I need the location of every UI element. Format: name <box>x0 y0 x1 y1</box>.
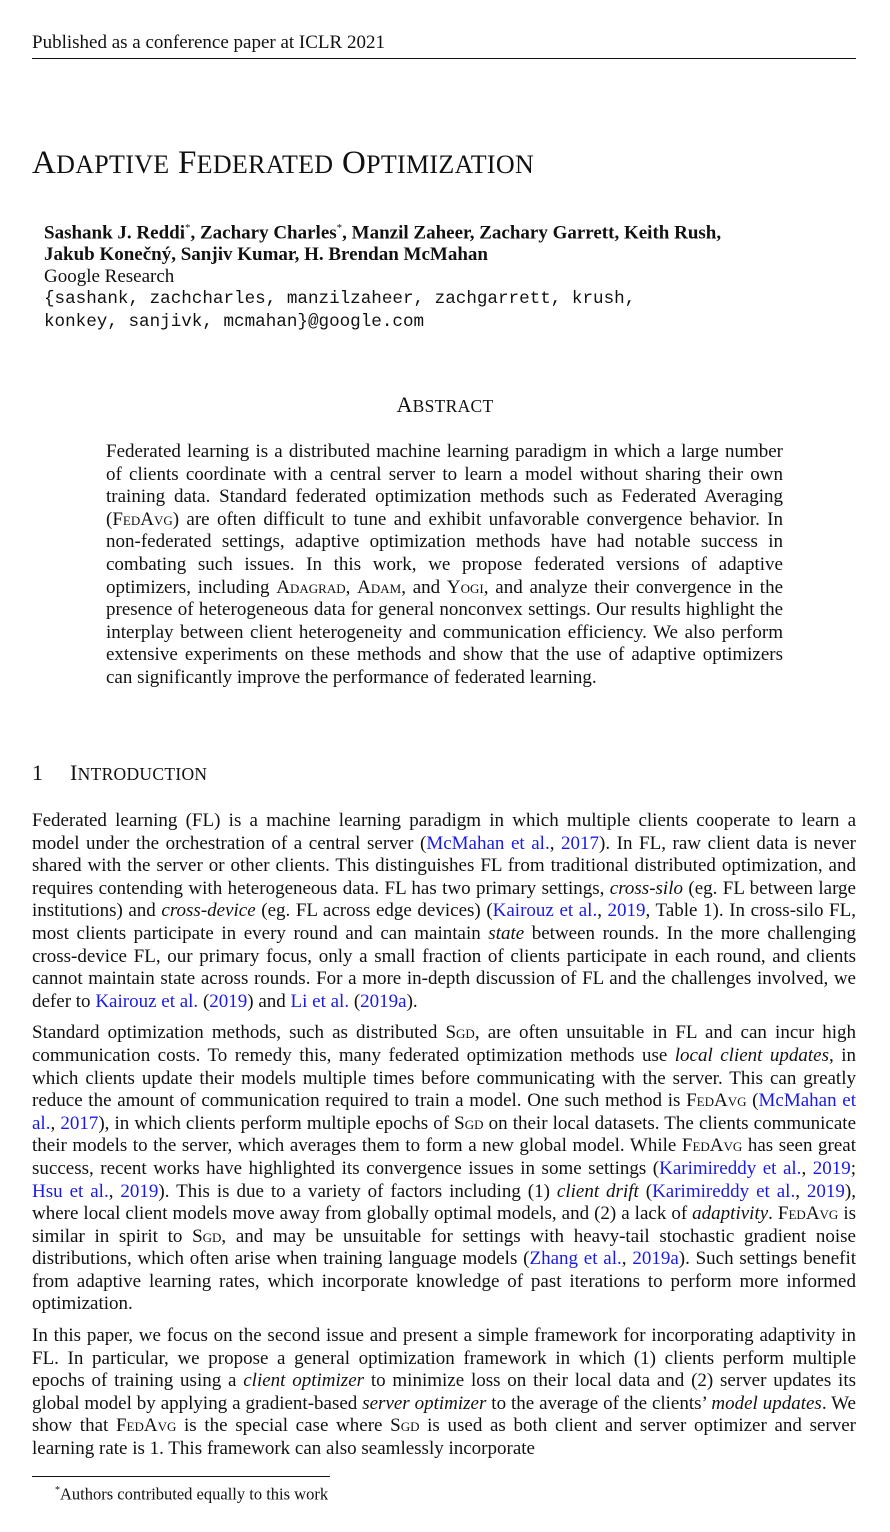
text: , are often unsuitable in FL and can incur high communication costs. To remedy this, many federated optimization methods use <box>32 1022 856 1066</box>
text: is similar in spirit to <box>32 1203 857 1247</box>
citation-year-link[interactable]: 2017 <box>561 832 600 854</box>
text: Standard optimization methods, such as distributed <box>32 1022 446 1044</box>
emphasis: server optimizer <box>362 1392 487 1414</box>
author-names-line-1: Sashank J. Reddi*, Zachary Charles*, Manzil Zaheer, Zachary Garrett, Keith Rush, <box>44 222 722 244</box>
method-name-fedavg: FedAvg <box>115 1415 177 1437</box>
method-name-sgd: Sgd <box>192 1225 222 1247</box>
text: , <box>801 1157 813 1179</box>
title-cap-3: O <box>341 145 367 181</box>
citation-link[interactable]: McMahan et al. <box>426 832 550 854</box>
email-line-2: konkey, sanjivk, mcmahan}@google.com <box>44 312 425 333</box>
abstract-text: , and analyze their convergence in the presence of heterogeneous data for general nonconvex settings. Our results highlight the interplay between client heterogeneity and communication efficiency. We also perform extensive experiments on these methods and show that the use of adaptive optimizers can significantly improve the performance of federated learning. <box>106 576 784 688</box>
author-name: Sashank J. Reddi <box>44 222 185 244</box>
author-name: Zachary Charles <box>199 222 337 244</box>
footnote <box>55 1481 328 1505</box>
footnote-mark: * <box>55 1485 60 1496</box>
affiliation: Google Research <box>44 266 175 288</box>
title-rest-2: EDERATED <box>196 150 334 179</box>
citation-year-link[interactable]: 2019 <box>120 1180 159 1202</box>
equal-contrib-mark: * <box>184 222 191 234</box>
citation-link[interactable]: McMahan et al. <box>32 1090 856 1134</box>
citation-link[interactable]: Kairouz et al. <box>492 900 598 922</box>
text: ). <box>406 990 418 1012</box>
text: ( <box>349 990 361 1012</box>
text: , <box>621 1248 633 1270</box>
method-name-sgd: Sgd <box>390 1415 420 1437</box>
text: is used as both client and server optimizer and server learning rate is 1. This framework can also seamlessly incorporate <box>32 1415 857 1460</box>
author-name: Keith Rush <box>623 222 717 244</box>
emphasis: model updates <box>711 1392 822 1414</box>
text: . We show that <box>32 1392 856 1437</box>
citation-link[interactable]: Karimireddy et al. <box>652 1180 796 1202</box>
text: has seen great success, recent works have highlighted its convergence issues in some settings ( <box>32 1135 856 1179</box>
author-name: H. Brendan McMahan <box>304 244 488 266</box>
author-name: Manzil Zaheer <box>351 222 470 244</box>
emphasis: client optimizer <box>243 1370 365 1392</box>
paragraph <box>32 1325 856 1461</box>
text: , <box>108 1180 121 1202</box>
citation-link[interactable]: Li et al. <box>290 990 350 1012</box>
method-name-yogi: Yogi <box>446 576 484 598</box>
running-header: Published as a conference paper at ICLR 2021 <box>32 31 856 59</box>
text: Federated learning (FL) is a machine learning paradigm in which multiple clients cooperate to learn a model under the orchestration of a central server ( <box>32 810 856 854</box>
method-name-adam: Adam <box>357 576 402 598</box>
abstract-heading-cap: A <box>396 392 413 417</box>
introduction-body <box>32 810 856 1470</box>
text: on their local datasets. The clients communicate their models to the server, which averages them to form a new global model. While <box>32 1112 857 1157</box>
text: ). Such settings benefit from adaptive learning rates, which incorporate knowledge of past iterations to perform more informed optimization. <box>32 1248 857 1315</box>
emphasis: adaptivity <box>692 1203 769 1225</box>
text: , in which clients update their models multiple times before communicating with the server. This can greatly reduce the amount of communication required to train a model. One such method is <box>32 1044 856 1112</box>
text: ) and <box>247 990 291 1012</box>
author-name: Jakub Konečný <box>44 244 172 266</box>
citation-link[interactable]: Karimireddy et al. <box>659 1157 802 1179</box>
text: ). In FL, raw client data is never shared with the server or other clients. This distinguishes FL from traditional distributed optimization, and requires contending with heterogeneous data. FL has two primary settings, <box>32 832 856 899</box>
text: , <box>597 900 608 922</box>
title-rest-3: PTIMIZATION <box>366 150 535 179</box>
abstract-text: , <box>345 576 358 598</box>
emphasis: cross-device <box>161 900 256 922</box>
paragraph <box>32 810 856 1013</box>
abstract-text: ) are often difficult to tune and exhibit unfavorable convergence behavior. In non-federated settings, adaptive optimization methods have had notable success in combating such issues. In this work, we propose federated versions of adaptive optimizers, including <box>106 508 783 598</box>
emphasis: client drift <box>556 1180 639 1202</box>
abstract-text: Federated learning is a distributed machine learning paradigm in which a large number of clients coordinate with a central server to learn a model without sharing their own training data. Standard federated optimization methods such as Federated Averaging ( <box>106 441 783 530</box>
section-heading-rest: NTRODUCTION <box>77 764 208 784</box>
title-cap-1: A <box>32 145 57 181</box>
method-name-sgd: Sgd <box>445 1022 475 1044</box>
section-number: 1 <box>32 760 44 785</box>
text: , Table 1). In cross-silo FL, most clients participate in every round and can maintain <box>32 900 856 944</box>
section-heading-cap: I <box>70 760 78 785</box>
citation-year-link[interactable]: 2019 <box>209 990 248 1012</box>
citation-link[interactable]: Kairouz et al. <box>95 990 199 1012</box>
section-heading-introduction <box>32 760 207 787</box>
method-name-fedavg: FedAvg <box>681 1135 743 1157</box>
abstract-heading-rest: BSTRACT <box>412 396 494 416</box>
text: , <box>795 1180 807 1202</box>
author-block <box>44 217 856 334</box>
text: ( <box>638 1180 653 1202</box>
text: between rounds. In the more challenging cross-device FL, our primary focus, only a small fraction of clients participate in each round, and clients cannot maintain state across rounds. For a more in-depth discussion of FL and the challenges involved, we defer to <box>32 922 856 1012</box>
title-rest-1: DAPTIVE <box>56 150 170 179</box>
text: , and may be unsuitable for settings with heavy-tail stochastic gradient noise distributions, which often arise when training language models ( <box>32 1225 856 1270</box>
text: , <box>549 832 562 854</box>
citation-year-link[interactable]: 2019 <box>607 900 646 922</box>
abstract-text: , and <box>401 576 447 598</box>
text: , <box>50 1112 61 1134</box>
equal-contrib-mark: * <box>336 222 343 234</box>
text: (eg. FL between large institutions) and <box>32 877 856 922</box>
author-names-line-2: Jakub Konečný, Sanjiv Kumar, H. Brendan McMahan <box>44 244 488 266</box>
method-name-fedavg: FedAvg <box>112 508 173 530</box>
text: ), where local client models move away from globally optimal models, and (2) a lack of <box>32 1180 856 1225</box>
text: . <box>768 1203 778 1225</box>
text: ( <box>746 1090 759 1112</box>
method-name-adagrad: Adagrad <box>276 576 346 598</box>
author-name: Sanjiv Kumar <box>180 244 295 266</box>
method-name-fedavg: FedAvg <box>686 1090 747 1112</box>
emphasis: cross-silo <box>609 877 683 899</box>
text: to the average of the clients’ <box>486 1392 712 1414</box>
citation-year-link[interactable]: 2019 <box>806 1180 845 1202</box>
method-name-fedavg: FedAvg <box>777 1203 839 1225</box>
method-name-sgd: Sgd <box>454 1112 484 1134</box>
citation-year-link[interactable]: 2019a <box>632 1248 679 1270</box>
email-line-1: {sashank, zachcharles, manzilzaheer, zachgarrett, krush, <box>44 289 636 310</box>
emphasis: state <box>488 922 525 944</box>
abstract-heading <box>0 392 890 419</box>
text: ), in which clients perform multiple epochs of <box>98 1112 455 1134</box>
footnote-rule <box>32 1476 330 1477</box>
text: to minimize loss on their local data and (2) server updates its global model by applying a gradient-based <box>32 1370 856 1414</box>
title-cap-2: F <box>178 145 197 181</box>
citation-link[interactable]: Hsu et al. <box>32 1180 109 1202</box>
text: ; <box>850 1157 856 1179</box>
citation-year-link[interactable]: 2019a <box>360 990 407 1012</box>
text: In this paper, we focus on the second issue and present a simple framework for incorporating adaptivity in FL. In particular, we propose a general optimization framework in which (1) clients perform multiple epochs of training using a <box>32 1325 856 1392</box>
text: ). This is due to a variety of factors including (1) <box>158 1180 557 1202</box>
text: ( <box>198 990 210 1012</box>
citation-link[interactable]: Zhang et al. <box>529 1248 622 1270</box>
citation-year-link[interactable]: 2019 <box>812 1157 851 1179</box>
emphasis: local client updates <box>674 1044 829 1066</box>
author-name: Zachary Garrett <box>479 222 615 244</box>
text: is the special case where <box>176 1415 391 1437</box>
text: (eg. FL across edge devices) ( <box>255 900 493 922</box>
paper-title <box>32 143 534 185</box>
citation-year-link[interactable]: 2017 <box>60 1112 99 1134</box>
paragraph <box>32 1022 856 1316</box>
abstract-body <box>106 441 783 690</box>
footnote-text: Authors contributed equally to this work <box>60 1484 329 1504</box>
